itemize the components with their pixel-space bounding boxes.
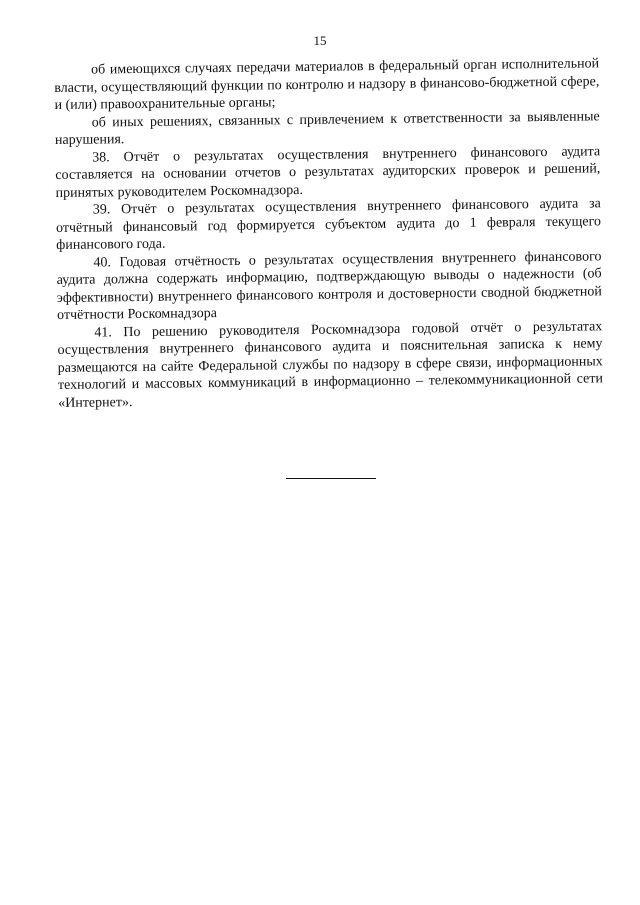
paragraph-40: 40. Годовая отчётность о результатах осуществления внутреннего финансового аудита должна содержать информацию, подтверждающую выводы о надежности (об эффективности) внутреннего финансового контроля и достоверности сводной бюджетной отчётности Роскомнадзора <box>56 248 602 323</box>
paragraph-41: 41. По решению руководителя Роскомнадзора годовой отчёт о результатах осуществления внутреннего финансового аудита и пояснительная записка к нему размещаются на сайте Федеральной службы по надзору в сфере связи, информационных технологий и массовых коммуникаций в информационно – телекоммуникационной сети «Интернет». <box>57 318 604 411</box>
page-number: 15 <box>313 33 327 48</box>
document-body <box>54 55 603 412</box>
paragraph-referred-materials: об имеющихся случаях передачи материалов в федеральный орган исполнительной власти, осуществляющий функции по контролю и надзору в финансово-бюджетной сфере, и (или) правоохранительные органы; <box>54 56 600 113</box>
paragraph-other-decisions: об иных решениях, связанных с привлечением к ответственности за выявленные нарушения. <box>54 108 600 148</box>
end-divider-line <box>286 478 376 479</box>
paragraph-38: 38. Отчёт о результатах осуществления внутреннего финансового аудита составляется на основании отчетов о результатах аудиторских проверок и решений, принятых руководителем Роскомнадзора. <box>55 143 601 201</box>
paragraph-39: 39. Отчёт о результатах осуществления внутреннего финансового аудита за отчётный финансовый год формируется субъектом аудита до 1 февраля текущего финансового года. <box>55 196 602 253</box>
